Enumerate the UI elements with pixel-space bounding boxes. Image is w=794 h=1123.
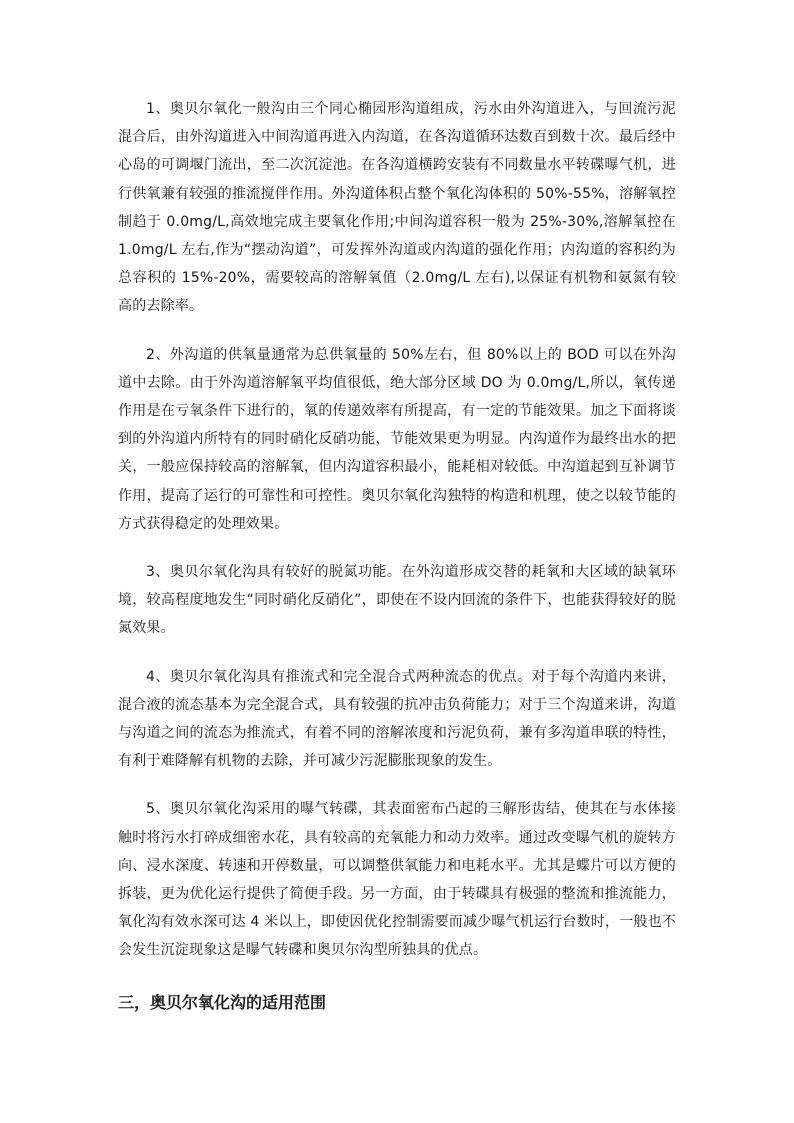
section-heading: 三，奥贝尔氧化沟的适用范围 [118, 992, 327, 1012]
paragraph-4: 4、奥贝尔氧化沟具有推流式和完全混合式两种流态的优点。对于每个沟道内来讲，混合液的流态基本为完全混合式，具有较强的抗冲击负荷能力；对于三个沟道来讲，沟道与沟道之间的流态为推流式，有着不同的溶解浓度和污泥负荷，兼有多沟道串联的特性，有利于难降解有机物的去除，并可减少污泥膨胀现象的发生。 [118, 668, 676, 770]
paragraph-3: 3、奥贝尔氧化沟具有较好的脱氮功能。在外沟道形成交替的耗氧和大区域的缺氧环境，较高程度地发生“同时硝化反硝化”，即使在不设内回流的条件下，也能获得较好的脱氮效果。 [118, 564, 676, 637]
paragraph-1: 1、奥贝尔氧化一般沟由三个同心椭园形沟道组成，污水由外沟道进入，与回流污泥混合后，由外沟道进入中间沟道再进入内沟道，在各沟道循环达数百到数十次。最后经中心岛的可调堰门流出，至二次沉淀池。在各沟道横跨安装有不同数量水平转碟曝气机，进行供氧兼有较强的推流搅伴作用。外沟道体积占整个氧化沟体积的 50%-55%，溶解氧控制趋于 0.0mg/L,高效地完成主要氧化作用;中间沟道容积一般为 25%-30%,溶解氧控在 1.0mg/L 左右,作为“摆动沟道”，可发挥外沟道或内沟道的强化作用；内沟道的容积约为总容积的 15%-20%，需要较高的溶解氧值（2.0mg/L 左右),以保证有机物和氨氮有较高的去除率。 [118, 101, 676, 315]
paragraph-5: 5、奥贝尔氧化沟采用的曝气转碟，其表面密布凸起的三解形齿结，使其在与水体接触时将污水打碎成细密水花，具有较高的充氧能力和动力效率。通过改变曝气机的旋转方向、浸水深度、转速和开停数量，可以调整供氧能力和电耗水平。尤其是蝶片可以方便的拆装，更为优化运行提供了简便手段。另一方面，由于转碟具有极强的整流和推流能力，氧化沟有效水深可达 4 米以上，即使因优化控制需要而减少曝气机运行台数时，一般也不会发生沉淀现象这是曝气转碟和奥贝尔沟型所独具的优点。 [118, 801, 677, 959]
paragraph-2: 2、外沟道的供氧量通常为总供氧量的 50%左右，但 80%以上的 BOD 可以在外沟道中去除。由于外沟道溶解氧平均值很低，绝大部分区域 DO 为 0.0mg/L,所以，氧传递作用是在亏氧条件下进行的，氧的传递效率有所提高，有一定的节能效果。加之下面将谈到的外沟道内所特有的同时硝化反硝功能，节能效果更为明显。内沟道作为最终出水的把关，一般应保持较高的溶解氧，但内沟道容积最小，能耗相对较低。中沟道起到互补调节作用，提高了运行的可靠性和可控性。奥贝尔氧化沟独特的构造和机理，使之以较节能的方式获得稳定的处理效果。 [118, 346, 676, 532]
